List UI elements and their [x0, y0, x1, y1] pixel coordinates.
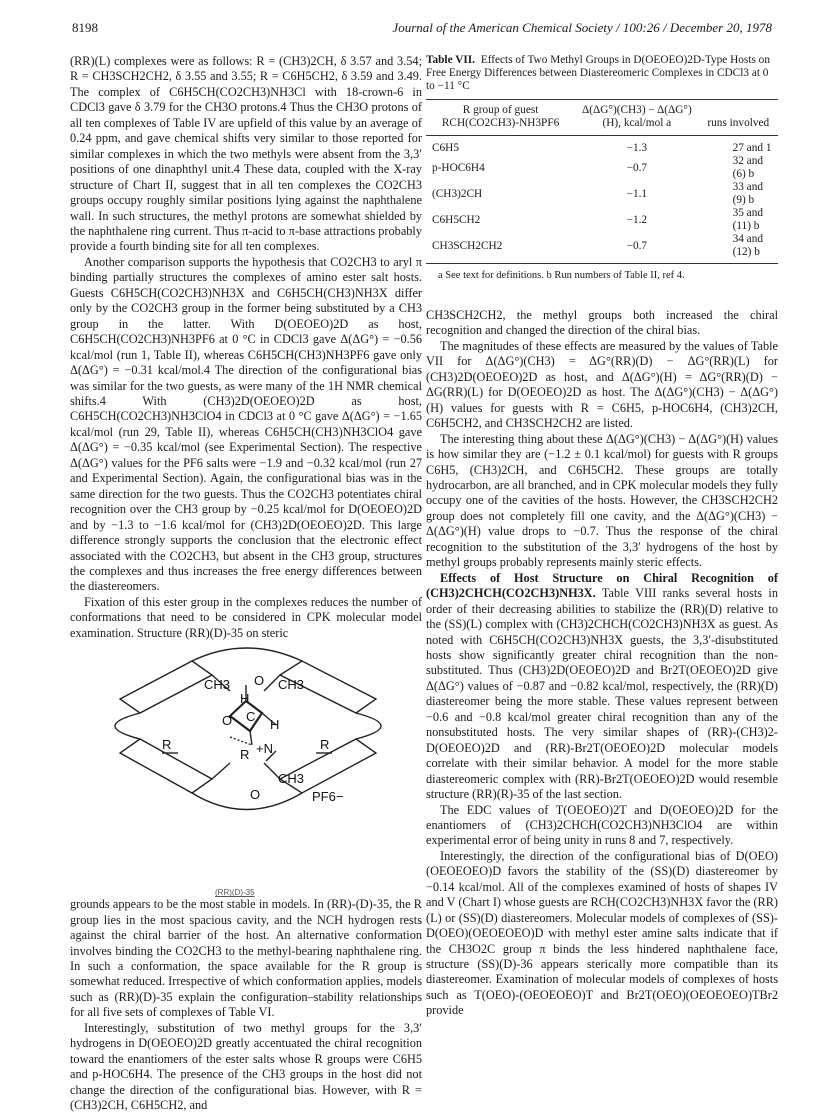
table-caption [426, 54, 778, 93]
label-hydrogen: H [270, 717, 280, 733]
label-r-group: R [240, 747, 250, 763]
table-caption-text: Effects of Two Methyl Groups in D(OEOEO)2D-Type Hosts on Free Energy Differences between Diastereomeric Complexes in CDCl3 at 0 to −11 °C [426, 54, 770, 92]
label-r-group: R [320, 737, 330, 753]
page-number: 8198 [72, 20, 98, 35]
bond [212, 763, 230, 779]
table-cell: 27 and 1 [732, 142, 772, 154]
paragraph: Fixation of this ester group in the complexes reduces the number of conformations that need to be considered in CPK molecular model examination. Structure (RR)(D)-35 on steric [70, 594, 422, 640]
label-ch3: CH3 [204, 677, 231, 693]
crown-ether-ring [115, 713, 140, 739]
left-column [70, 54, 422, 1114]
table-row [426, 207, 778, 233]
structure-figure [70, 641, 422, 897]
table-cell: −1.3 [626, 142, 648, 154]
paragraph: grounds appears to be the most stable in models. In (RR)-(D)-35, the R group lies in the most spacious cavity, and the NCH hydrogen rests against the chiral barrier of the host. An alternative conformation involves binding the CO2CH3 to the methyl-bearing naphthalene ring. In such a conformation, the space available for the R group is somewhat reduced. Irrespective of which conformation applies, models such as (RR)(D)-35 explain the configuration–stability relationships for all five sets of complexes of Table VI. [70, 897, 422, 1020]
table-cell: (CH3)2CH [432, 187, 483, 200]
table-cell: p-HOC6H4 [432, 161, 485, 174]
journal-citation: Journal of the American Chemical Society / 100:26 / December 20, 1978 [392, 20, 772, 35]
table-row [426, 181, 778, 207]
table-header: R group of guest RCH(CO2CH3)-NH3PF6 [426, 100, 575, 132]
table-number: Table VII. [426, 54, 475, 66]
table-cell: −0.7 [626, 161, 648, 174]
paragraph: Interestingly, the direction of the configurational bias of D(OEO)(OEOEOEO)D favors the stability of the (SS)(D) diastereomer by −0.14 kcal/mol. All of the complexes examined of hosts of shapes IV and V (Chart I) whose guests are RCH(CO2CH3)NH3X favor the (RR)(L) or (SS)(D) diastereomers. Molecular models of complexes of (SS)-D(OEO)(OEOEOEO)D with methyl ester amine salts indicate that if the CH3O2C group π binds the less hindered naphthalene face, structure (SS)(D)-36 appears sterically more compatible than its diastereomer. Examination of molecular models of complexes of hosts such as T(OEO)-(OEOEOEO)T and Br2T(OEO)(OEOEOEO)TBr2 provide [426, 848, 778, 1018]
label-oxygen: O [254, 673, 265, 689]
table-cell: 34 and (12) b [699, 233, 778, 264]
label-counterion: PF6− [312, 789, 344, 805]
paragraph: Interestingly, substitution of two methyl groups for the 3,3′ hydrogens in D(OEOEO)2D greatly accentuated the chiral recognition toward the enantiomers of the ester salts whose R groups were C6H5 and p-HOC6H4. The presence of the CH3 groups in the host did not change the direction of the configurational bias. However, with R = (CH3)2CH, C6H5CH2, and [70, 1020, 422, 1113]
label-ch3: CH3 [278, 677, 305, 693]
table-cell: C6H5 [432, 142, 459, 154]
paragraph-text: Table VIII ranks several hosts in order of their decreasing abilities to stabilize the (RR)(D) relative to the (SS)(L) complex with (CH3)2CHCH(CO2CH3)NH3X as guest. As noted with C6H5CH(CO2CH3)NH3X guests, the 3,3′-disubstituted hosts show significantly greater chiral recognition than the non-substituted. Thus (CH3)2D(OEOEO)2D and Br2T(OEOEO)2D give Δ(ΔG°) values of −0.87 and −0.82 kcal/mol, respectively, the (RR)(D) diastereomer being the more stable. These values represent between −0.6 and −0.8 kcal/mol greater chiral recognition than any of the nonsubstituted hosts. The very similar shapes of (RR)-(CH3)2-D(OEOEO)2D and (RR)-Br2T(OEOEO)2D molecular models correlate with their similar behavior. A model for the more stable diastereomeric complex with (RR)-Br2T(OEOEO)2D would resemble structure (RR)(R)-35 of the last section. [426, 586, 778, 802]
table-header: Δ(ΔG°)(CH3) − Δ(ΔG°)(H), kcal/mol a [575, 100, 698, 132]
naphthalene-bar [120, 661, 212, 713]
label-ch3: CH3 [278, 771, 305, 787]
molecular-structure-drawing [80, 641, 412, 891]
table-cell: 32 and (6) b [732, 155, 763, 180]
label-oxygen: O [250, 787, 261, 803]
table-cell: C6H5CH2 [432, 213, 481, 226]
table-header: runs involved [699, 100, 778, 132]
table-row [426, 155, 778, 181]
right-column [426, 54, 778, 1019]
paragraph: The interesting thing about these Δ(ΔG°)(CH3) − Δ(ΔG°)(H) values is how similar they are (−1.2 ± 0.1 kcal/mol) for guests with R groups C6H5, (CH3)2CH, and C6H5CH2. These groups are totally hydrocarbon, are all branched, and in CPK molecular models they fully occupy one of the cavities of the hosts. However, the CH3SCH2CH2 group does not completely fill one cavity, and the Δ(ΔG°)(CH3) − Δ(ΔG°)(H) value drops to −0.7. Thus the response of the chiral recognition to the substitution of the 3,3′ hydrogens of the host by methyl groups probably represents mainly steric effects. [426, 431, 778, 570]
table-cell: 35 and (11) b [732, 207, 763, 232]
table-row [426, 233, 778, 264]
paragraph: CH3SCH2CH2, the methyl groups both increased the chiral recognition and changed the direction of the chiral bias. [426, 308, 778, 338]
table-footnote: a See text for definitions. b Run numbers of Table II, ref 4. [438, 270, 685, 281]
crown-ether-ring [192, 793, 302, 810]
paragraph: (RR)(L) complexes were as follows: R = (CH3)2CH, δ 3.57 and 3.54; R = CH3SCH2CH2, δ 3.55 and 3.55; R = C6H5CH2, δ 3.59 and 3.49. The complex of C6H5CH(CO2CH3)NH3Cl with 18-crown-6 in CDCl3 gave δ 3.79 for the CH3O protons.4 Thus the CH3O protons of all ten complexes of Table IV are upfield of this value by an average of 0.24 ppm, and gave chemical shifts very similar to those reported for similar complexes in which the two methyls were absent from the 3,3′ positions of one dinaphthyl unit.4 These data, coupled with the X-ray structure of Chart II, suggest that in all ten complexes the CO2CH3 groups occupy roughly similar positions lying against the naphthalene wall. In such structures, the methyl protons are somewhat shielded by the naphthalene ring current. Thus π-acid to π-base attractions probably provide a fourth binding site for all ten complexes. [70, 54, 422, 254]
table-row [426, 136, 778, 156]
table-cell: 33 and (9) b [732, 181, 763, 206]
crown-ether-ring [356, 713, 381, 739]
running-header [72, 20, 772, 40]
table-cell: −0.7 [575, 233, 698, 264]
paragraph: Another comparison supports the hypothesis that CO2CH3 to aryl π binding partially structures the complexes of amino ester salt hosts. Guests C6H5CH(CO2CH3)NH3X and C6H5CH(CH3)NH3X differ only by the CO2CH3 group in the former being substituted by a CH3 group in the latter. With D(OEOEO)2D as host, C6H5CH(CO2CH3)NH3PF6 at 0 °C in CDCl3 gave Δ(ΔG°) = −0.56 kcal/mol (run 1, Table II), whereas C6H5CH(CH3)NH3PF6 gave only Δ(ΔG°) = −0.31 kcal/mol.4 The direction of the configurational bias was similar for the two guests, as were many of the 1H NMR chemical shifts.4 With (CH3)2D(OEOEO)2D as host, C6H5CH(CO2CH3)NH3ClO4 in CDCl3 at 0 °C gave Δ(ΔG°) = −1.65 kcal/mol (run 29, Table II), whereas C6H5CH(CH3)NH3ClO4 gave Δ(ΔG°) = −0.35 kcal/mol (see Experimental Section). The respective Δ(ΔG°) values for the PF6 salts were −1.9 and −0.32 kcal/mol (run 27 and Experimental Section). Again, the configurational bias was in the same direction for the two guests. Thus the CO2CH3 potentiates chiral recognition over the CH3 group by −0.25 kcal/mol for D(OEOEO)2D and by −1.3 to −1.6 kcal/mol for (CH3)2D(OEOEO)2D. This large difference strongly supports the conclusion that the electronic effect associated with the CO2CH3, but absent in the CH3 group, structures the complexes and thus increases the free energy differences between the diastereomers. [70, 254, 422, 594]
label-r-group: R [162, 737, 172, 753]
paragraph: The EDC values of T(OEOEO)2T and D(OEOEO)2D for the enantiomers of (CH3)2CHCH(CO2CH3)NH3ClO4 are within experimental error of being unity in runs 8 and 7, respectively. [426, 802, 778, 848]
figure-label: (RR)(D)-35 [215, 888, 255, 898]
label-ammonium: +N [256, 741, 273, 757]
bond [250, 731, 252, 745]
paragraph: The magnitudes of these effects are measured by the values of Table VII for Δ(ΔG°)(CH3) = ΔG°(RR)(D) − ΔG°(RR)(L) for (CH3)2D(OEOEO)2D as host, and Δ(ΔG°)(H) = ΔG°(RR)(D) − ΔG(RR)(L) for D(OEOEO)2D as host. The Δ(ΔG°)(CH3) − Δ(ΔG°)(H) values for guests with R = C6H5, p-HOC6H4, (CH3)2CH, C6H5CH2, and CH3SCH2CH2 are listed. [426, 338, 778, 431]
crown-ether-ring [192, 648, 302, 661]
label-hydrogen: H [240, 691, 250, 707]
section-heading: Effects of Host Structure on Chiral Recognition of (CH3)2CHCH(CO2CH3)NH3X. [426, 570, 778, 601]
table-cell: CH3SCH2CH2 [426, 233, 575, 264]
label-carbon: C [246, 709, 256, 725]
bond [230, 737, 252, 745]
table-vii [426, 99, 778, 264]
table-cell: −1.1 [626, 187, 648, 200]
paragraph [426, 571, 778, 803]
table-cell: −1.2 [626, 213, 648, 226]
label-oxygen: O [222, 713, 233, 729]
